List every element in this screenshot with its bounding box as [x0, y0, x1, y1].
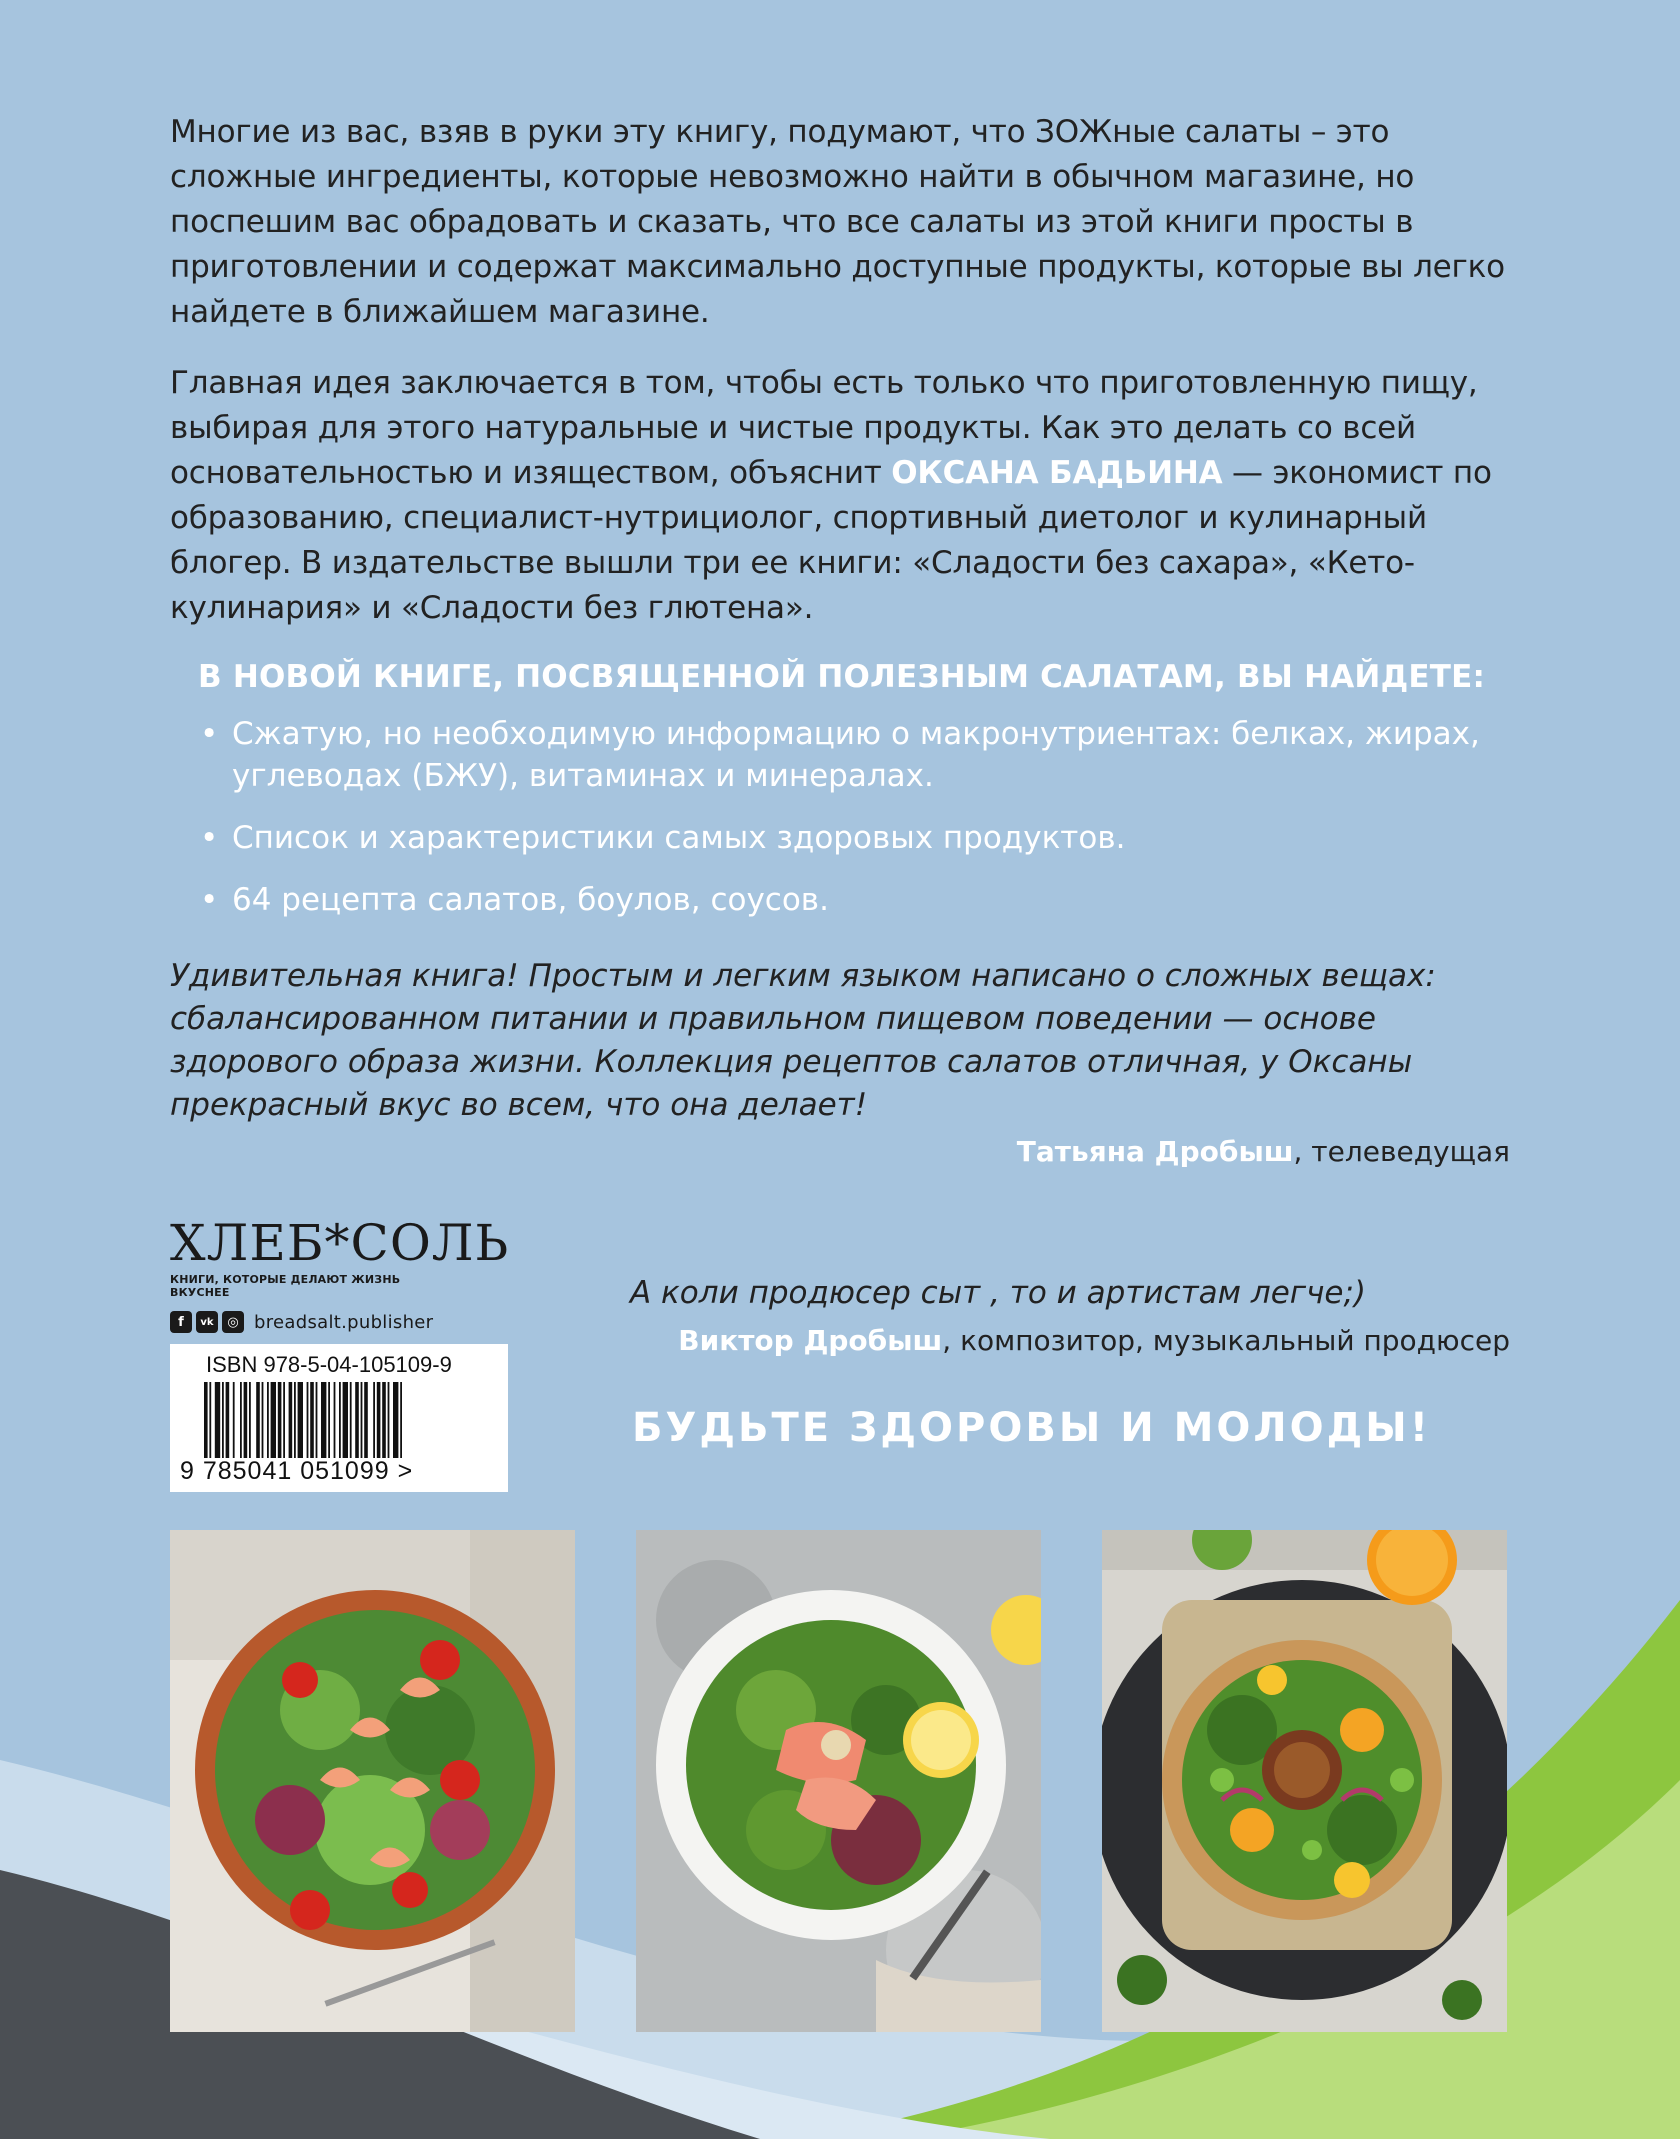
author-name: ОКСАНА БАДЬИНА — [891, 455, 1223, 491]
slogan: БУДЬТЕ ЗДОРОВЫ И МОЛОДЫ! — [632, 1405, 1431, 1451]
barcode-bar — [233, 1382, 235, 1458]
barcode-bar — [209, 1382, 211, 1458]
review-author-2 — [630, 1324, 1510, 1357]
isbn-barcode — [170, 1344, 508, 1492]
instagram-icon: ◎ — [222, 1311, 244, 1333]
publisher-logo: ХЛЕБ*СОЛЬ — [170, 1214, 510, 1272]
barcode-bar — [307, 1382, 309, 1458]
barcode-bar — [355, 1382, 359, 1458]
publisher-social — [170, 1311, 450, 1333]
vk-icon: vk — [196, 1311, 218, 1333]
feature-text: 64 рецепта салатов, боулов, соусов. — [232, 882, 829, 918]
review-author-1-role: , телеведущая — [1293, 1135, 1510, 1168]
review-quote-1: Удивительная книга! Простым и легким языком написано о сложных вещах: сбалансированном питании и правильном пищевом поведении — основе здорового образа жизни. Коллекция рецептов салатов отличная, у Оксаны прекрасный вкус во всем, что она делает! — [170, 958, 1436, 1123]
barcode-bar — [377, 1382, 381, 1458]
barcode-bar — [310, 1382, 314, 1458]
publisher-block — [170, 1214, 510, 1333]
facebook-icon: f — [170, 1311, 192, 1333]
barcode-bar — [204, 1382, 208, 1458]
intro-paragraph-1: Многие из вас, взяв в руки эту книгу, подумают, что ЗОЖные салаты – это сложные ингредиенты, которые невозможно найти в обычном магазине, но поспешим вас обрадовать и сказать, что все салаты из этой книги просты в приготовлении и содержат максимально доступные продукты, которые вы легко найдете в ближайшем магазине. — [170, 114, 1505, 330]
review-author-2-name: Виктор Дробыш — [678, 1324, 943, 1357]
barcode-bar — [240, 1382, 242, 1458]
salad-photo-shrimp — [170, 1530, 575, 2032]
publisher-tagline: КНИГИ, КОТОРЫЕ ДЕЛАЮТ ЖИЗНЬ ВКУСНЕЕ — [170, 1273, 401, 1299]
barcode-digits: 9 785041 051099 > — [180, 1457, 414, 1485]
barcode-bar — [256, 1382, 260, 1458]
intro-paragraph-2-end: — экономист по образованию, специалист-нутрициолог, спортивный диетолог и кулинарный блогер. В издательстве вышли три ее книги: «Сладости без сахара», «Кето-кулинария» и «Сладости без глютена». — [170, 455, 1492, 626]
barcode-bar — [267, 1382, 269, 1458]
bullet-icon: • — [200, 820, 219, 856]
barcode-bar — [316, 1382, 318, 1458]
feature-item — [170, 879, 1510, 921]
barcode-bar — [343, 1382, 348, 1458]
barcode-bar — [249, 1382, 251, 1458]
review-author-1-name: Татьяна Дробыш — [1016, 1135, 1294, 1168]
isbn-number: ISBN 978-5-04-105109-9 — [206, 1352, 452, 1377]
barcode-bar — [283, 1382, 285, 1458]
barcode-bar — [278, 1382, 282, 1458]
feature-text: Список и характеристики самых здоровых продуктов. — [232, 820, 1126, 856]
barcode-bar — [400, 1382, 402, 1458]
intro-paragraph-2 — [170, 361, 1510, 631]
bullet-icon: • — [200, 716, 219, 752]
review-quote-2: А коли продюсер сыт , то и артистам легче;) — [630, 1275, 1366, 1311]
review-author-2-role: , композитор, музыкальный продюсер — [942, 1324, 1510, 1357]
barcode-bar — [388, 1382, 390, 1458]
features-heading: В НОВОЙ КНИГЕ, ПОСВЯЩЕННОЙ ПОЛЕЗНЫМ САЛАТАМ, ВЫ НАЙДЕТЕ: — [198, 659, 1486, 695]
barcode-bar — [321, 1382, 326, 1458]
review-quote-2-block — [630, 1272, 1510, 1357]
barcode-bar — [294, 1382, 296, 1458]
barcode-bar — [328, 1382, 330, 1458]
barcode-bar — [364, 1382, 368, 1458]
barcode-bar — [339, 1382, 341, 1458]
barcode-bar — [222, 1382, 224, 1458]
barcode-bar — [350, 1382, 352, 1458]
publisher-handle: breadsalt.publisher — [254, 1311, 434, 1333]
feature-text: Сжатую, но необходимую информацию о макронутриентах: белках, жирах, углеводах (БЖУ), витаминах и минералах. — [232, 716, 1480, 794]
barcode-bar — [215, 1382, 220, 1458]
salad-photo-orange — [1102, 1530, 1507, 2032]
feature-item — [170, 817, 1510, 859]
barcode-bar — [244, 1382, 248, 1458]
intro-paragraph-2-start: Главная идея заключается в том, чтобы есть только что приготовленную пищу, выбирая для этого натуральные и чистые продукты. Как это делать со всей основательностью и изяществом, объяснит — [170, 365, 1478, 491]
feature-item — [170, 713, 1510, 797]
barcode-bar — [361, 1382, 363, 1458]
barcode-bar — [226, 1382, 230, 1458]
barcode-bar — [393, 1382, 398, 1458]
barcode-bar — [373, 1382, 375, 1458]
barcode-bars — [204, 1382, 474, 1460]
main-text — [170, 110, 1510, 1168]
barcode-bar — [382, 1382, 386, 1458]
barcode-bar — [289, 1382, 293, 1458]
barcode-bar — [271, 1382, 276, 1458]
barcode-bar — [334, 1382, 336, 1458]
bullet-icon: • — [200, 882, 219, 918]
features-list — [170, 713, 1510, 921]
barcode-bar — [262, 1382, 264, 1458]
barcode-bar — [298, 1382, 303, 1458]
salad-photo-salmon — [636, 1530, 1041, 2032]
review-author-1 — [170, 1135, 1510, 1168]
